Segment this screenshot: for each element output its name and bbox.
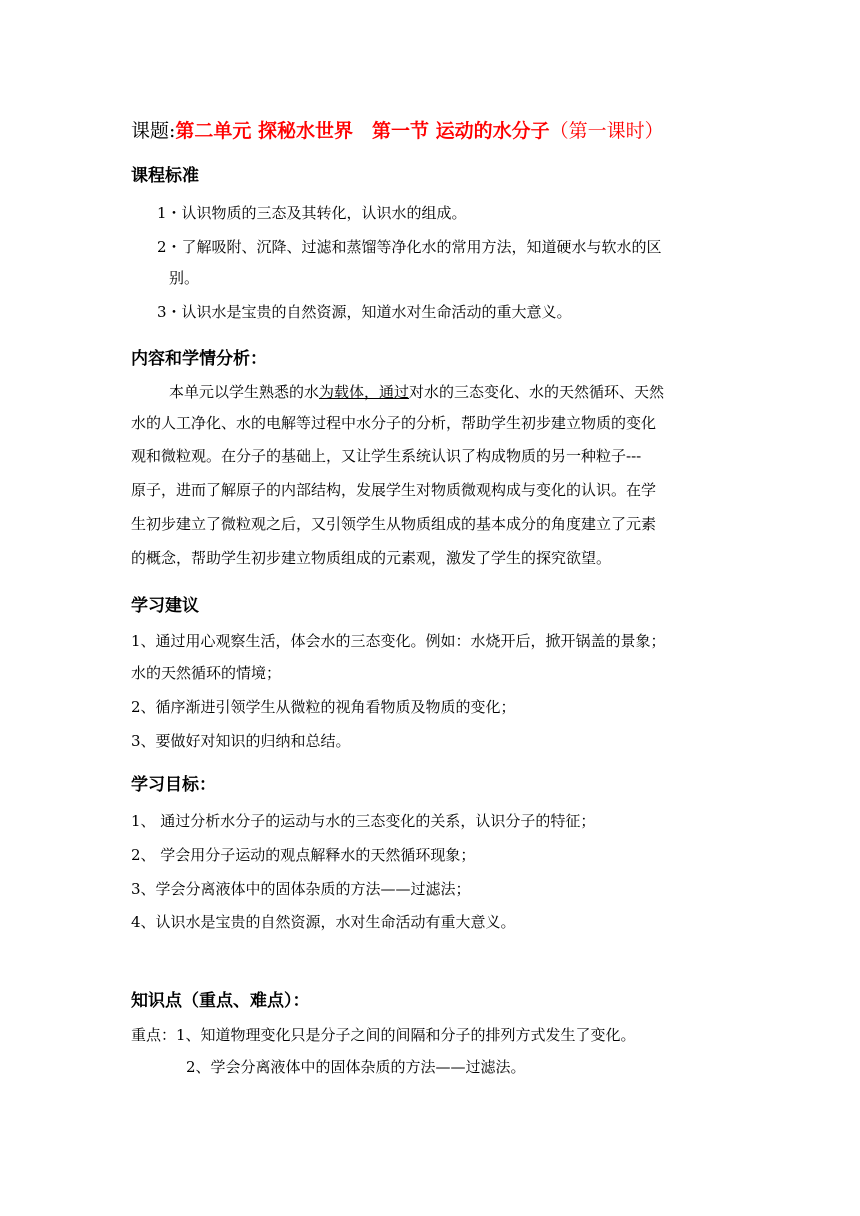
analysis-line: 生初步建立了微粒观之后，又引领学生从物质组成的基本成分的角度建立了元素 [131, 515, 657, 533]
analysis-line: 原子，进而了解原子的内部结构，发展学生对物质微观构成与变化的认识。在学 [131, 481, 657, 499]
title-main: 第二单元 探秘水世界 第一节 运动的水分子 [175, 120, 550, 142]
analysis-text: 对水的三态变化、水的天然循环、天然 [409, 383, 665, 401]
key-point-line: 重点：1、知道物理变化只是分子之间的间隔和分子的排列方式发生了变化。 [131, 1026, 636, 1044]
study-suggestions-heading: 学习建议 [131, 596, 199, 616]
goal-item: 1、 通过分析水分子的运动与水的三态变化的关系，认识分子的特征； [131, 812, 596, 830]
analysis-underlined-text: 为载体，通过 [319, 383, 410, 401]
title-prefix: 课题: [131, 120, 176, 142]
curriculum-standard-heading: 课程标准 [131, 166, 199, 186]
suggestion-item: 1、通过用心观察生活，体会水的三态变化。例如：水烧开后，掀开锅盖的景象； [131, 632, 666, 650]
analysis-text: 本单元以学生熟悉的水 [169, 383, 320, 401]
suggestion-item: 水的天然循环的情境； [131, 664, 282, 682]
suggestion-item: 2、循序渐进引领学生从微粒的视角看物质及物质的变化； [131, 698, 516, 716]
goal-item: 3、学会分离液体中的固体杂质的方法——过滤法； [131, 880, 471, 898]
analysis-line: 水的人工净化、水的电解等过程中水分子的分析，帮助学生初步建立物质的变化 [131, 414, 657, 432]
standard-item: 3・认识水是宝贵的自然资源，知道水对生命活动的重大意义。 [157, 303, 572, 321]
goal-item: 4、认识水是宝贵的自然资源，水对生命活动有重大意义。 [131, 913, 516, 931]
learning-goals-heading: 学习目标： [131, 775, 216, 795]
standard-item: 1・认识物质的三态及其转化，认识水的组成。 [157, 204, 467, 222]
analysis-line [169, 382, 664, 402]
content-analysis-heading: 内容和学情分析： [131, 349, 267, 369]
analysis-line: 观和微粒观。在分子的基础上，又让学生系统认识了构成物质的另一种粒子--- [131, 447, 642, 465]
standard-item: 别。 [169, 269, 200, 287]
lesson-title [131, 116, 664, 143]
knowledge-points-heading: 知识点（重点、难点）： [131, 991, 310, 1011]
title-suffix: （第一课时） [549, 120, 664, 142]
suggestion-item: 3、要做好对知识的归纳和总结。 [131, 732, 351, 750]
analysis-line: 的概念，帮助学生初步建立物质组成的元素观，激发了学生的探究欲望。 [131, 549, 612, 567]
key-point-line: 2、学会分离液体中的固体杂质的方法——过滤法。 [186, 1058, 526, 1076]
goal-item: 2、 学会用分子运动的观点解释水的天然循环现象； [131, 846, 476, 864]
standard-item: 2・了解吸附、沉降、过滤和蒸馏等净化水的常用方法，知道硬水与软水的区 [157, 238, 662, 256]
